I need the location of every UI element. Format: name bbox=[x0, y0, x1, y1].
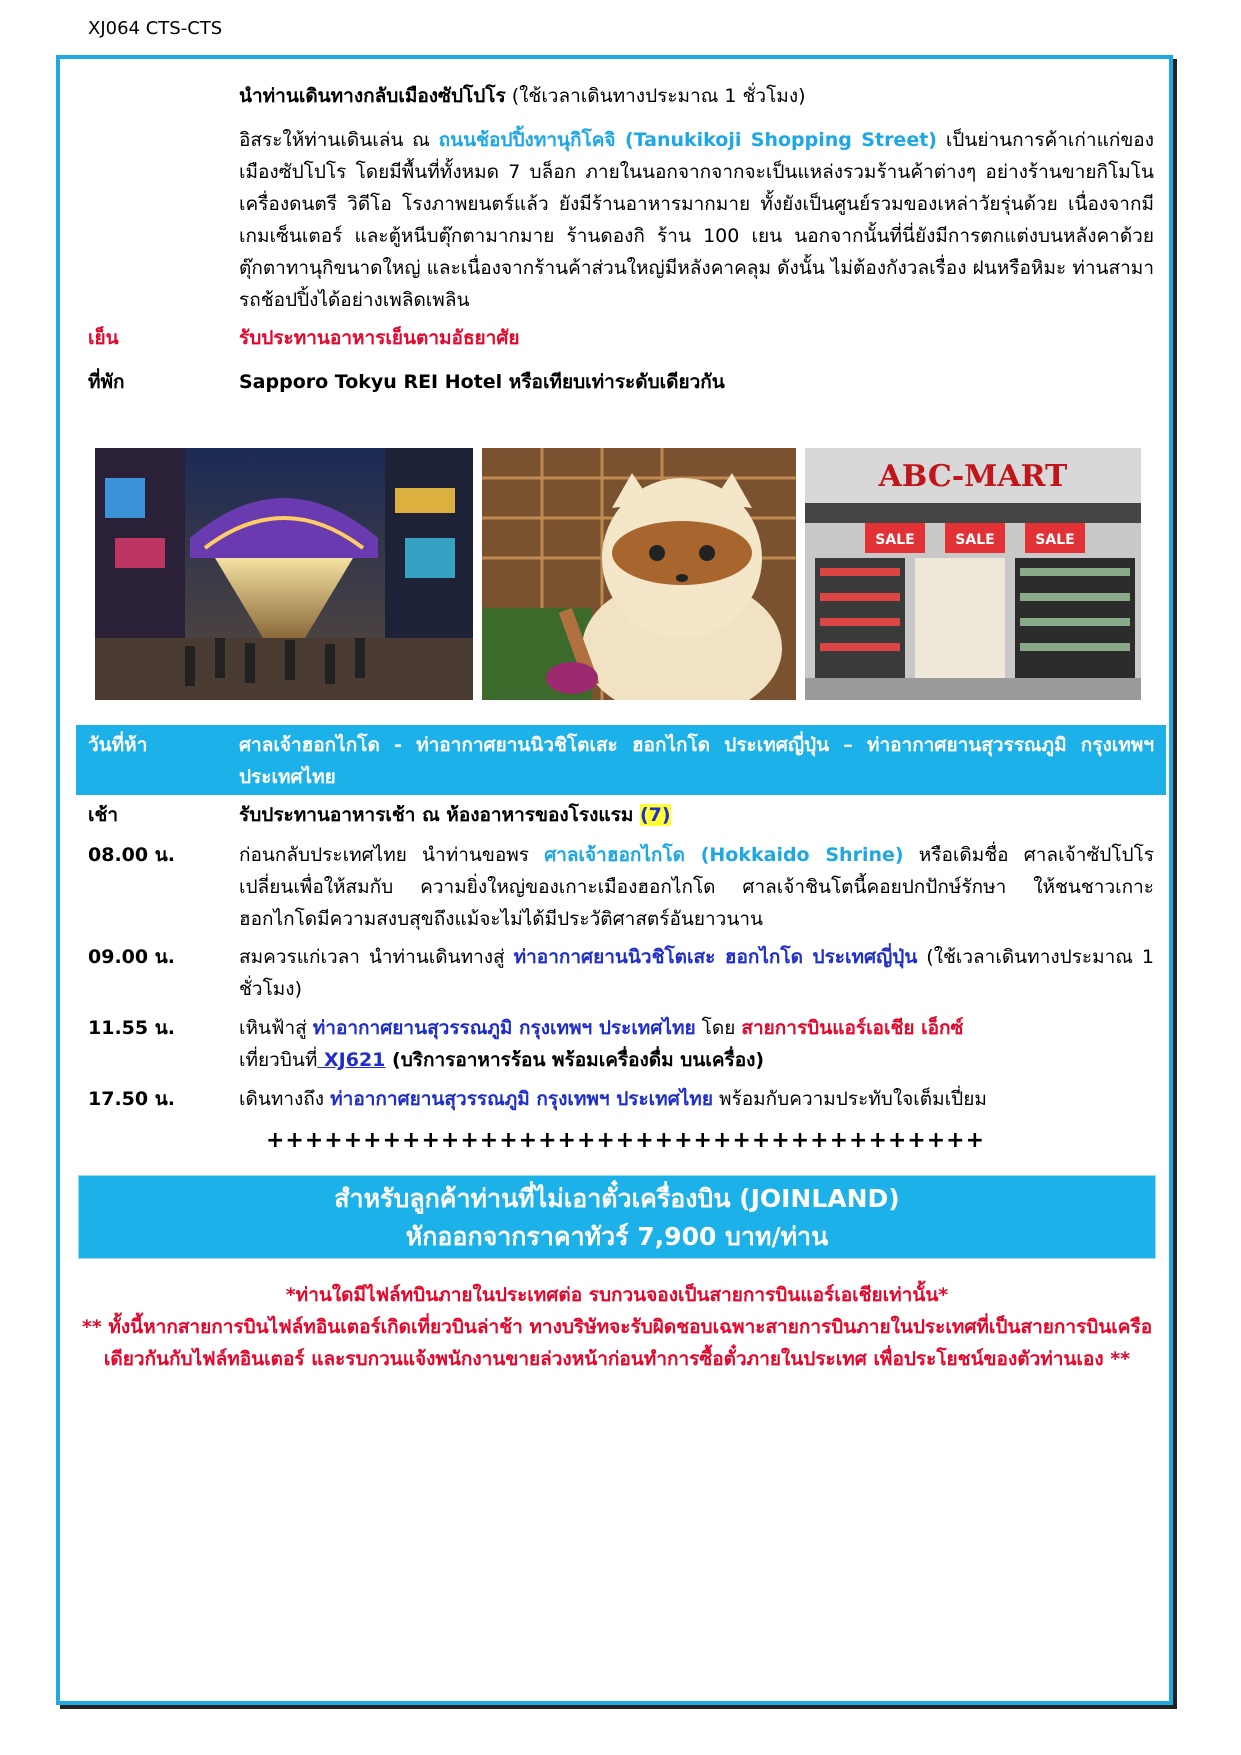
hotel-text bbox=[239, 366, 1154, 398]
hotel-name: Sapporo Tokyu REI Hotel bbox=[239, 371, 503, 393]
time-1750: 17.50 น. bbox=[88, 1088, 175, 1110]
hokkaido-shrine: ศาลเจ้าฮอกไกโด (Hokkaido Shrine) bbox=[544, 844, 904, 866]
day5-header-bar bbox=[76, 725, 1166, 795]
photo-tanuki-mascot bbox=[482, 448, 796, 700]
joinland-line1: สำหรับลูกค้าท่านที่ไม่เอาตั๋วเครื่องบิน (JOINLAND) bbox=[334, 1184, 900, 1213]
hotel-note: หรือเทียบเท่าระดับเดียวกัน bbox=[502, 371, 725, 393]
tanukikoji-paragraph bbox=[239, 124, 1154, 316]
schedule-1155-text bbox=[239, 1012, 1154, 1076]
photo-tanukikoji-arcade bbox=[95, 448, 473, 700]
new-chitose-airport: ท่าอากาศยานนิวชิโตเสะ ฮอกไกโด ประเทศญี่ปุ่น bbox=[513, 946, 918, 968]
divider-plus-line: +++++++++++++++++++++++++++++++++++++ bbox=[266, 1128, 986, 1153]
t2-post: (ใช้เวลาเดินทางประมาณ 1 ชั่วโมง) bbox=[239, 946, 1154, 1000]
sale-sign-1: SALE bbox=[875, 532, 915, 548]
schedule-0800-text bbox=[239, 839, 1154, 935]
joinland-price: หักออกจากราคาทัวร์ 7,900 บาท/ท่าน bbox=[405, 1222, 829, 1251]
dinner-label: เย็น bbox=[88, 327, 119, 349]
t4-pre: เดินทางถึง bbox=[239, 1088, 331, 1110]
breakfast-label: เช้า bbox=[88, 804, 119, 826]
arrival-airport: ท่าอากาศยานสุวรรณภูมิ กรุงเทพฯ ประเทศไทย bbox=[330, 1088, 713, 1110]
sale-sign-2: SALE bbox=[955, 532, 995, 548]
t1-pre: ก่อนกลับประเทศไทย นำท่านขอพร bbox=[239, 844, 545, 866]
suvarnabhumi-airport: ท่าอากาศยานสุวรรณภูมิ กรุงเทพฯ ประเทศไทย bbox=[312, 1017, 696, 1039]
flight-service: (บริการอาหารร้อน พร้อมเครื่องดื่ม บนเครื่อง) bbox=[385, 1049, 765, 1071]
time-1155: 11.55 น. bbox=[88, 1017, 175, 1039]
tanukikoji-post: เป็นย่านการค้าเก่าแก่ของเมืองซัปโปโร โดยมีพื้นที่ทั้งหมด 7 บล็อก ภายในนอกจากจากจะเป็นแหล่งรวมร้านค้าต่างๆ อย่างร้านขายกิโมโน เครื่องดนตรี วิดีโอ โรงภาพยนตร์แล้ว ยังมีร้านอาหารมากมาย ทั้งยังเป็นศูนย์รวมของเหล่าวัยรุ่นด้วย เนื่องจากมีเกมเซ็นเตอร์ และตู้หนีบตุ๊กตามากมาย ร้านดองกิ ร้าน 100 เยน นอกจากนั้นที่นี่ยังมีการตกแต่งบนหลังคาด้วยตุ๊กตาทานุกิขนาดใหญ่ และเนื่องจากร้านค้าส่วนใหญ่มีหลังคาคลุม ดังนั้น ไม่ต้องกังวลเรื่อง ฝนหรือหิมะ ท่านสามารถช้อปปิ้งได้อย่างเพลิดเพลิน bbox=[239, 129, 1154, 311]
t2-pre: สมควรแก่เวลา นำท่านเดินทางสู่ bbox=[239, 946, 514, 968]
document-code: XJ064 CTS-CTS bbox=[88, 18, 223, 39]
time-0900: 09.00 น. bbox=[88, 946, 175, 968]
airline-name: สายการบินแอร์เอเชีย เอ็กซ์ bbox=[741, 1017, 964, 1039]
joinland-box bbox=[78, 1175, 1156, 1259]
t3-pre: เหินฟ้าสู่ bbox=[239, 1017, 313, 1039]
schedule-0900-text bbox=[239, 941, 1154, 1005]
day5-label: วันที่ห้า bbox=[88, 734, 148, 756]
travel-back-text bbox=[239, 80, 1154, 112]
breakfast-meal-count: (7) bbox=[639, 804, 671, 826]
sale-sign-3: SALE bbox=[1035, 532, 1075, 548]
t1-post: หรือเดิมชื่อ ศาลเจ้าซัปโปโร เปลี่ยนเพื่อให้สมกับ ความยิ่งใหญ่ของเกาะเมืองฮอกไกโด ศาลเจ้าชินโตนี้คอยปกปักษ์รักษา ให้ชนชาวเกาะฮอกไกโดมีความสงบสุขถึงแม้จะไม่ได้มีประวัติศาสตร์อันยาวนาน bbox=[239, 844, 1155, 930]
tanukikoji-place: ถนนช้อปปิ้งทานุกิโคจิ (Tanukikoji Shopping Street) bbox=[438, 129, 937, 151]
day5-title: ศาลเจ้าฮอกไกโด - ท่าอากาศยานนิวชิโตเสะ ฮอกไกโด ประเทศญี่ปุ่น – ท่าอากาศยานสุวรรณภูมิ กรุงเทพฯ ประเทศไทย bbox=[239, 734, 1154, 788]
breakfast-description: รับประทานอาหารเช้า ณ ห้องอาหารของโรงแรม bbox=[239, 804, 640, 826]
domestic-flight-note: *ท่านใดมีไฟล์ทบินภายในประเทศต่อ รบกวนจองเป็นสายการบินแอร์เอเชียเท่านั้น* bbox=[285, 1284, 949, 1306]
schedule-1750-text bbox=[239, 1083, 1154, 1115]
hotel-label: ที่พัก bbox=[88, 371, 125, 393]
photo-abc-mart bbox=[805, 448, 1141, 700]
tanukikoji-pre: อิสระให้ท่านเดินเล่น ณ bbox=[239, 129, 439, 151]
abc-mart-sign: ABC-MART bbox=[878, 459, 1068, 494]
travel-back-note: (ใช้เวลาเดินทางประมาณ 1 ชั่วโมง) bbox=[505, 85, 806, 107]
t3-mid: โดย bbox=[695, 1017, 742, 1039]
t4-post: พร้อมกับความประทับใจเต็มเปี่ยม bbox=[712, 1088, 987, 1110]
flight-number-link[interactable]: XJ621 bbox=[317, 1049, 386, 1071]
flight-label: เที่ยวบินที่ bbox=[239, 1049, 318, 1071]
breakfast-text bbox=[239, 799, 1154, 831]
travel-back-bold: นำท่านเดินทางกลับเมืองซัปโปโร bbox=[239, 85, 506, 107]
time-0800: 08.00 น. bbox=[88, 844, 175, 866]
dinner-text: รับประทานอาหารเย็นตามอัธยาศัย bbox=[239, 327, 520, 349]
delay-disclaimer: ** ทั้งนี้หากสายการบินไฟล์ทอินเตอร์เกิดเที่ยวบินล่าช้า ทางบริษัทจะรับผิดชอบเฉพาะสายการบินภายในประเทศที่เป็นสายการบินเครือเดียวกันกับไฟล์ทอินเตอร์ และรบกวนแจ้งพนักงานขายล่วงหน้าก่อนทำการซื้อตั๋วภายในประเทศ เพื่อประโยชน์ของตัวท่านเอง ** bbox=[81, 1316, 1153, 1370]
